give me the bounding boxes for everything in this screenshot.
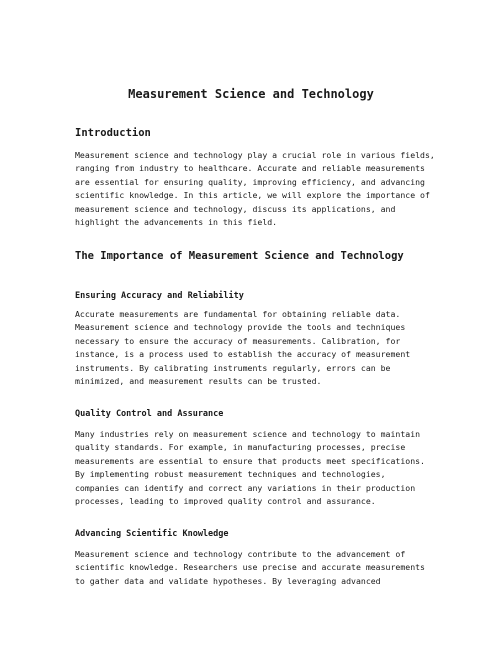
subsection-heading-scientific: Advancing Scientific Knowledge bbox=[75, 529, 229, 539]
paragraph-line: companies can identify and correct any variations in their production bbox=[75, 482, 416, 493]
paragraph-line: Many industries rely on measurement science and technology to maintain bbox=[75, 429, 421, 439]
section-heading-importance: The Importance of Measurement Science and Technology bbox=[75, 250, 404, 262]
paragraph-line: quality standards. For example, in manufacturing processes, precise bbox=[75, 442, 406, 453]
subsection-heading-quality: Quality Control and Assurance bbox=[75, 409, 224, 419]
paragraph-line: minimized, and measurement results can be trusted. bbox=[75, 376, 322, 387]
accuracy-paragraph bbox=[75, 308, 435, 388]
paragraph-line: to gather data and validate hypotheses. By leveraging advanced bbox=[75, 575, 381, 586]
paragraph-line: processes, leading to improved quality control and assurance. bbox=[75, 496, 376, 507]
scientific-paragraph bbox=[75, 548, 435, 588]
paragraph-line: measurements are essential to ensure that products meet specifications. bbox=[75, 455, 425, 466]
paragraph-line: measurement science and technology, discuss its applications, and bbox=[75, 203, 396, 214]
quality-paragraph bbox=[75, 428, 435, 508]
paragraph-line: Accurate measurements are fundamental for obtaining reliable data. bbox=[75, 309, 401, 319]
paragraph-line: Measurement science and technology play a crucial role in various fields, bbox=[75, 150, 435, 160]
paragraph-line: instance, is a process used to establish the accuracy of measurement bbox=[75, 349, 411, 360]
paragraph-line: Measurement science and technology provide the tools and techniques bbox=[75, 322, 406, 333]
paragraph-line: By implementing robust measurement techniques and technologies, bbox=[75, 469, 386, 480]
paragraph-line: scientific knowledge. In this article, we will explore the importance of bbox=[75, 190, 430, 201]
paragraph-line: are essential for ensuring quality, improving efficiency, and advancing bbox=[75, 176, 425, 187]
introduction-paragraph bbox=[75, 149, 435, 229]
paragraph-line: ranging from industry to healthcare. Accurate and reliable measurements bbox=[75, 163, 425, 174]
document-title: Measurement Science and Technology bbox=[128, 87, 374, 101]
section-heading-introduction: Introduction bbox=[75, 127, 151, 139]
paragraph-line: scientific knowledge. Researchers use precise and accurate measurements bbox=[75, 562, 425, 573]
paragraph-line: Measurement science and technology contribute to the advancement of bbox=[75, 549, 406, 559]
paragraph-line: necessary to ensure the accuracy of measurements. Calibration, for bbox=[75, 335, 401, 346]
paragraph-line: instruments. By calibrating instruments regularly, errors can be bbox=[75, 362, 391, 373]
paragraph-line: highlight the advancements in this field. bbox=[75, 217, 278, 228]
subsection-heading-accuracy: Ensuring Accuracy and Reliability bbox=[75, 291, 244, 301]
